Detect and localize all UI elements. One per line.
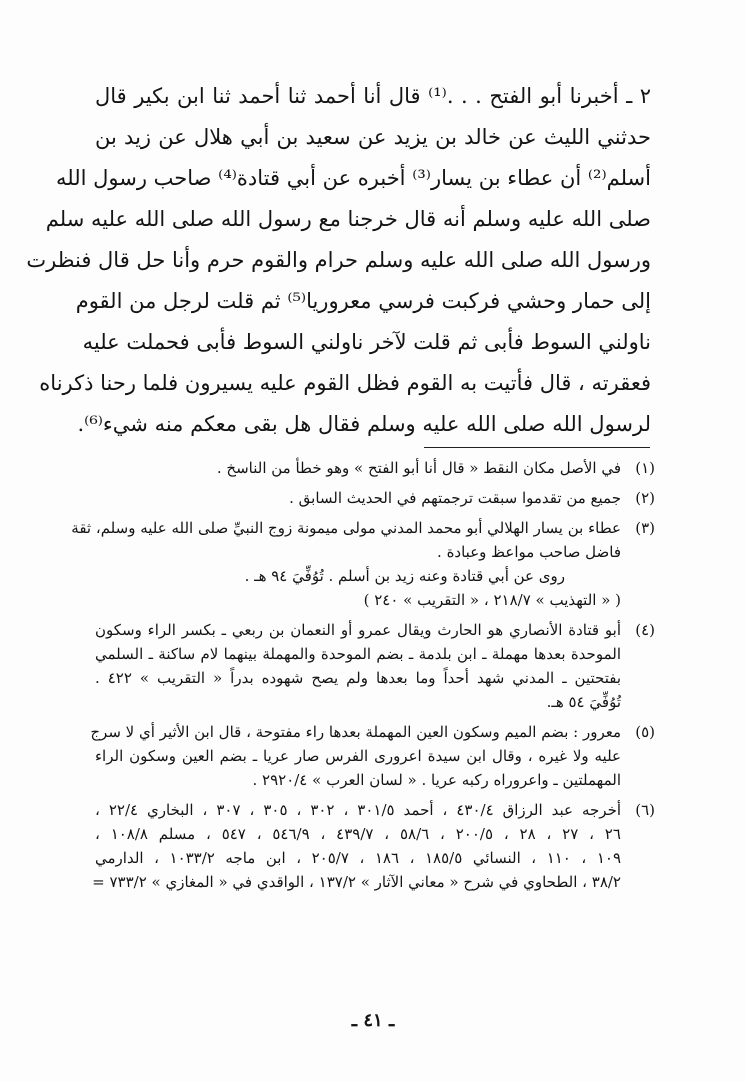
footnote-body (95, 486, 621, 510)
footnote-line: أبو قتادة الأنصاري هو الحارث ويقال عمرو أو النعمان بن ربعي ـ بكسر الراء وسكون (95, 621, 621, 639)
footnote-line: عليه ولا غيره ، وقال ابن سيدة اعرورى الفرس صار عريا ـ بضم العين وسكون الراء (95, 747, 621, 765)
footnote-line: ( « التهذيب » ٢١٨/٧ ، « التقريب » ٢٤٠ ) (363, 591, 621, 609)
footnote-number: (٢) (635, 489, 655, 507)
footnote-body (95, 456, 621, 480)
footnote-body (95, 618, 621, 714)
footnote-number: (٣) (635, 519, 655, 537)
footnote-body (92, 798, 622, 894)
footnote-number: (٦) (635, 801, 655, 819)
footnote-line: الموحدة بعدها مهملة ـ ابن بلدمة ـ بضم الموحدة والمهملة بينهما لام ساكنة ـ السلمي (95, 645, 621, 663)
footnote-number: (١) (635, 459, 655, 477)
footnote-line: معرور : بضم الميم وسكون العين المهملة بعدها راء مفتوحة ، قال ابن الأثير أي لا سرج (90, 723, 621, 741)
text-line: إلى حمار وحشي فركبت فرسي معروريا⁽⁵⁾ ثم قلت لرجل من القوم (75, 289, 651, 313)
footnote-line: أخرجه عبد الرزاق ٤٣٠/٤ ، أحمد ٣٠١/٥ ، ٣٠٢ ، ٣٠٥ ، ٣٠٧ ، البخاري ٢٢/٤ ، (95, 801, 622, 819)
footnote-5 (90, 720, 655, 792)
page-number: ـ ٤١ ـ (351, 1010, 395, 1031)
footnote-number: (٤) (635, 621, 655, 639)
footnotes (71, 456, 655, 900)
footnote-line: فاضل صاحب مواعظ وعبادة . (437, 543, 621, 561)
text-line: أسلم⁽²⁾ أن عطاء بن يسار⁽³⁾ أخبره عن أبي قتادة⁽⁴⁾ صاحب رسول الله (56, 166, 651, 190)
footnote-body (90, 720, 621, 792)
text-line: ورسول الله صلى الله عليه وسلم حرام والقوم حرم وأنا حل قال فنظرت (26, 248, 651, 272)
footnote-line: المهملتين ـ واعروراه ركبه عريا . « لسان العرب » ٢٩٢٠/٤ . (252, 771, 621, 789)
footnote-separator (424, 447, 650, 448)
text-line: صلى الله عليه وسلم أنه قال خرجنا مع رسول الله صلى الله عليه سلم (45, 207, 651, 231)
footnote-line: تُوُفِّيَ ٥٤ هـ. (546, 693, 621, 711)
footnote-4 (95, 618, 655, 714)
footnote-3 (71, 516, 655, 612)
text-line: ناولني السوط فأبى ثم قلت لآخر ناولني السوط فأبى فحملت عليه (82, 330, 651, 354)
footnote-number: (٥) (635, 723, 655, 741)
text-line: حدثني الليث عن خالد بن يزيد عن سعيد بن أبي هلال عن زيد بن (95, 125, 651, 149)
footnote-line: ٣٨/٢ ، الطحاوي في شرح « معاني الآثار » ١٣٧/٢ ، الواقدي في « المغازي » ٧٣٣/٢ = (92, 873, 621, 891)
footnote-body (71, 516, 621, 612)
footnote-6 (92, 798, 655, 894)
text-line: ٢ ـ أخبرنا أبو الفتح . . .⁽¹⁾ قال أنا أحمد ثنا أحمد ثنا ابن بكير قال (95, 84, 651, 108)
footnote-line: في الأصل مكان النقط « قال أنا أبو الفتح » وهو خطأ من الناسخ . (216, 459, 621, 477)
text-line: لرسول الله صلى الله عليه وسلم فقال هل بقى معكم منه شيء⁽⁶⁾. (77, 412, 651, 436)
footnote-2 (95, 486, 655, 510)
footnote-line: بفتحتين ـ المدني شهد أحداً وما بعدها ولم يصح شهوده بدراً « التقريب » ٤٢٢ . (95, 669, 622, 687)
footnote-line: عطاء بن يسار الهلالي أبو محمد المدني مولى ميمونة زوج النبيِّ صلى الله عليه وسلم، ثقة (71, 519, 621, 537)
footnote-line: جميع من تقدموا سبقت ترجمتهم في الحديث السابق . (289, 489, 621, 507)
footnote-1 (95, 456, 655, 480)
footnote-line: روى عن أبي قتادة وعنه زيد بن أسلم . تُوُفِّيَ ٩٤ هـ . (244, 567, 565, 585)
text-line: فعقرته ، قال فأتيت به القوم فظل القوم عليه يسيرون فلما رحنا ذكرناه (39, 371, 651, 395)
hadith-text (26, 76, 651, 445)
footnote-line: ٢٦ ، ٢٧ ، ٢٨ ، ٢٠٠/٥ ، ٥٨/٦ ، ٤٣٩/٧ ، ٥٤٦/٩ ، ٥٤٧ ، مسلم ١٠٨/٨ ، (95, 825, 621, 843)
footnote-line: ١٠٩ ، ١١٠ ، النسائي ١٨٥/٥ ، ١٨٦ ، ٢٠٥/٧ ، ابن ماجه ١٠٣٣/٢ ، الدارمي (95, 849, 621, 867)
